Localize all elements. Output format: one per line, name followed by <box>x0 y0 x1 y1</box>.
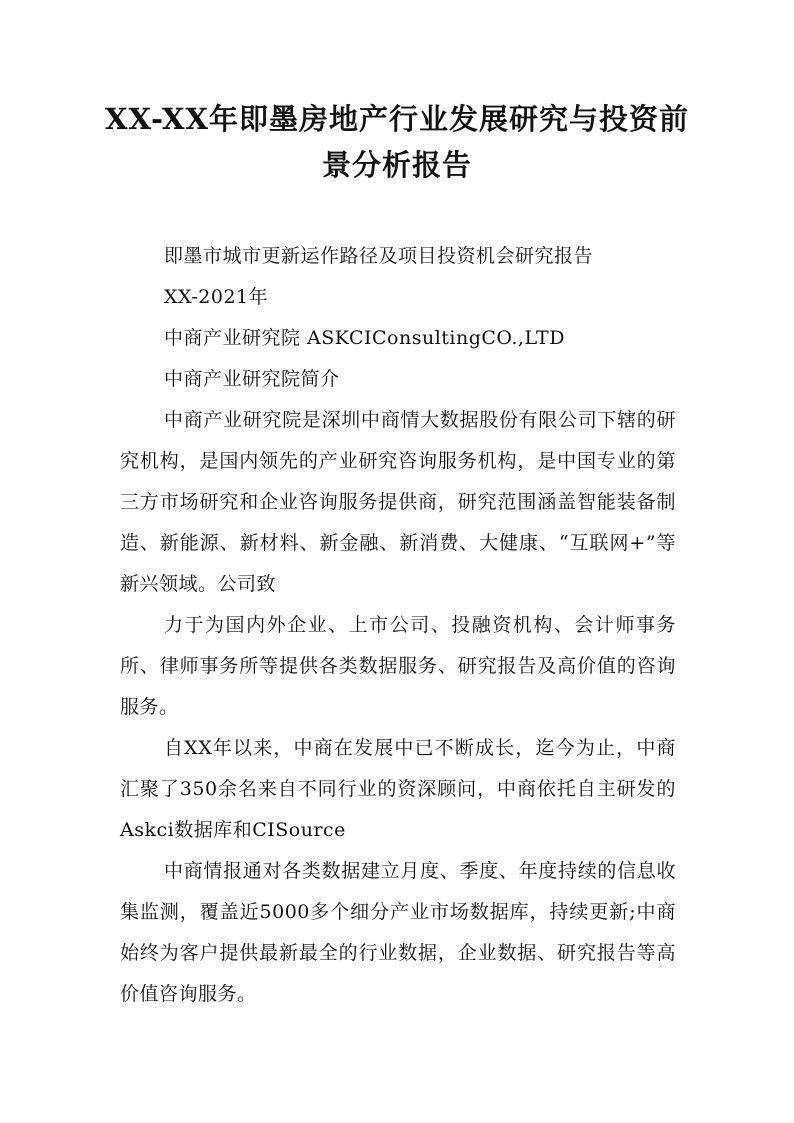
report-year: XX-2021年 <box>164 286 269 308</box>
document-body <box>120 236 676 1015</box>
paragraph-1: 中商产业研究院是深圳中商情大数据股份有限公司下辖的研究机构，是国内领先的产业研究咨询服务机构，是中国专业的第三方市场研究和企业咨询服务提供商，研究范围涵盖智能装备制造、新能源、新材料、新金融、新消费、大健康、“互联网+”等新兴领域。公司致 <box>120 409 676 595</box>
intro-heading: 中商产业研究院简介 <box>164 368 340 390</box>
publisher-line: 中商产业研究院 ASKCIConsultingCO.,LTD <box>164 327 565 349</box>
document-title: XX-XX年即墨房地产行业发展研究与投资前景分析报告 <box>105 102 689 182</box>
paragraph-3: 自XX年以来，中商在发展中已不断成长，迄今为止，中商汇聚了350余名来自不同行业的资深顾问，中商依托自主研发的Askci数据库和CISource <box>120 737 676 841</box>
paragraph-2: 力于为国内外企业、上市公司、投融资机构、会计师事务所、律师事务所等提供各类数据服务、研究报告及高价值的咨询服务。 <box>120 614 676 718</box>
report-subtitle: 即墨市城市更新运作路径及项目投资机会研究报告 <box>164 245 594 267</box>
paragraph-4: 中商情报通对各类数据建立月度、季度、年度持续的信息收集监测，覆盖近5000多个细分产业市场数据库，持续更新;中商始终为客户提供最新最全的行业数据，企业数据、研究报告等高价值咨询服务。 <box>120 860 676 1005</box>
